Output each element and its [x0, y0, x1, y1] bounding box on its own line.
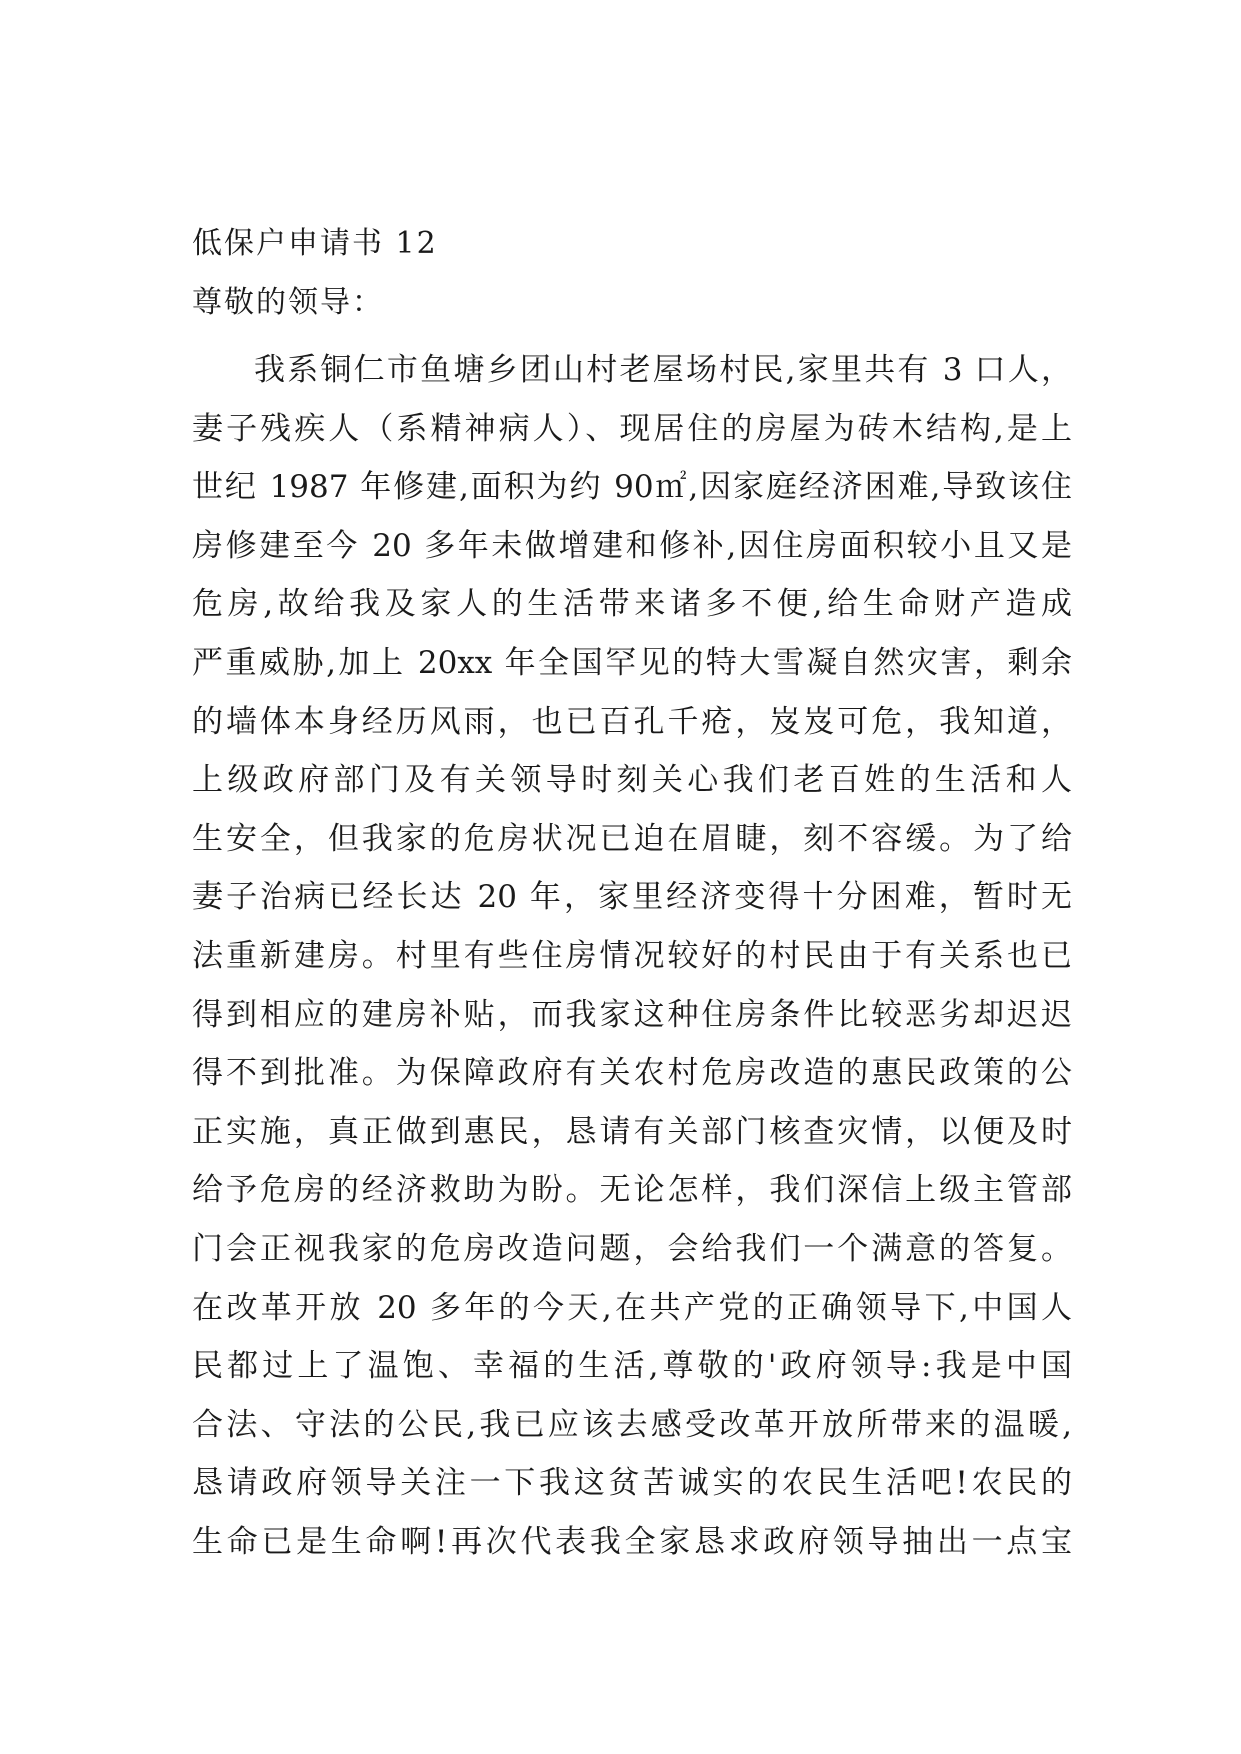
body-line: 在改革开放 20 多年的今天,在共产党的正确领导下,中国人: [192, 1289, 1072, 1326]
body-line: 合法、守法的公民,我已应该去感受改革开放所带来的温暖,: [192, 1406, 1072, 1443]
body-line: 得到相应的建房补贴，而我家这种住房条件比较恶劣却迟迟: [192, 996, 1072, 1033]
body-line: 房修建至今 20 多年未做增建和修补,因住房面积较小且又是: [192, 527, 1072, 564]
body-line: 生安全，但我家的危房状况已迫在眉睫，刻不容缓。为了给: [192, 820, 1072, 857]
body-line: 法重新建房。村里有些住房情况较好的村民由于有关系也已: [192, 937, 1072, 974]
body-line: 妻子残疾人（系精神病人）、现居住的房屋为砖木结构,是上: [192, 410, 1072, 447]
body-line: 给予危房的经济救助为盼。无论怎样，我们深信上级主管部: [192, 1172, 1072, 1209]
body-line: 上级政府部门及有关领导时刻关心我们老百姓的生活和人: [192, 762, 1072, 799]
body-line: 恳请政府领导关注一下我这贫苦诚实的农民生活吧!农民的: [192, 1465, 1072, 1502]
body-line: 妻子治病已经长达 20 年，家里经济变得十分困难，暂时无: [192, 879, 1072, 916]
body-line: 严重威胁,加上 20xx 年全国罕见的特大雪凝自然灾害，剩余: [192, 644, 1072, 681]
body-line: 我系铜仁市鱼塘乡团山村老屋场村民,家里共有 3 口人，: [254, 352, 1072, 388]
salutation: 尊敬的领导：: [192, 285, 384, 320]
document-title: 低保户申请书 12: [192, 226, 438, 261]
body-line: 生命已是生命啊!再次代表我全家恳求政府领导抽出一点宝: [192, 1523, 1072, 1560]
body-line: 的墙体本身经历风雨，也已百孔千疮，岌岌可危，我知道，: [192, 703, 1072, 740]
body-line: 民都过上了温饱、幸福的生活,尊敬的'政府领导:我是中国: [192, 1348, 1072, 1385]
body-line: 世纪 1987 年修建,面积为约 90㎡,因家庭经济困难,导致该住: [192, 469, 1072, 506]
body-line: 得不到批准。为保障政府有关农村危房改造的惠民政策的公: [192, 1055, 1072, 1092]
letter-body: [192, 341, 1072, 1571]
body-line: 正实施，真正做到惠民，恳请有关部门核查灾情，以便及时: [192, 1113, 1072, 1150]
body-line: 危房,故给我及家人的生活带来诸多不便,给生命财产造成: [192, 586, 1072, 623]
body-line: 门会正视我家的危房改造问题，会给我们一个满意的答复。: [192, 1230, 1072, 1267]
